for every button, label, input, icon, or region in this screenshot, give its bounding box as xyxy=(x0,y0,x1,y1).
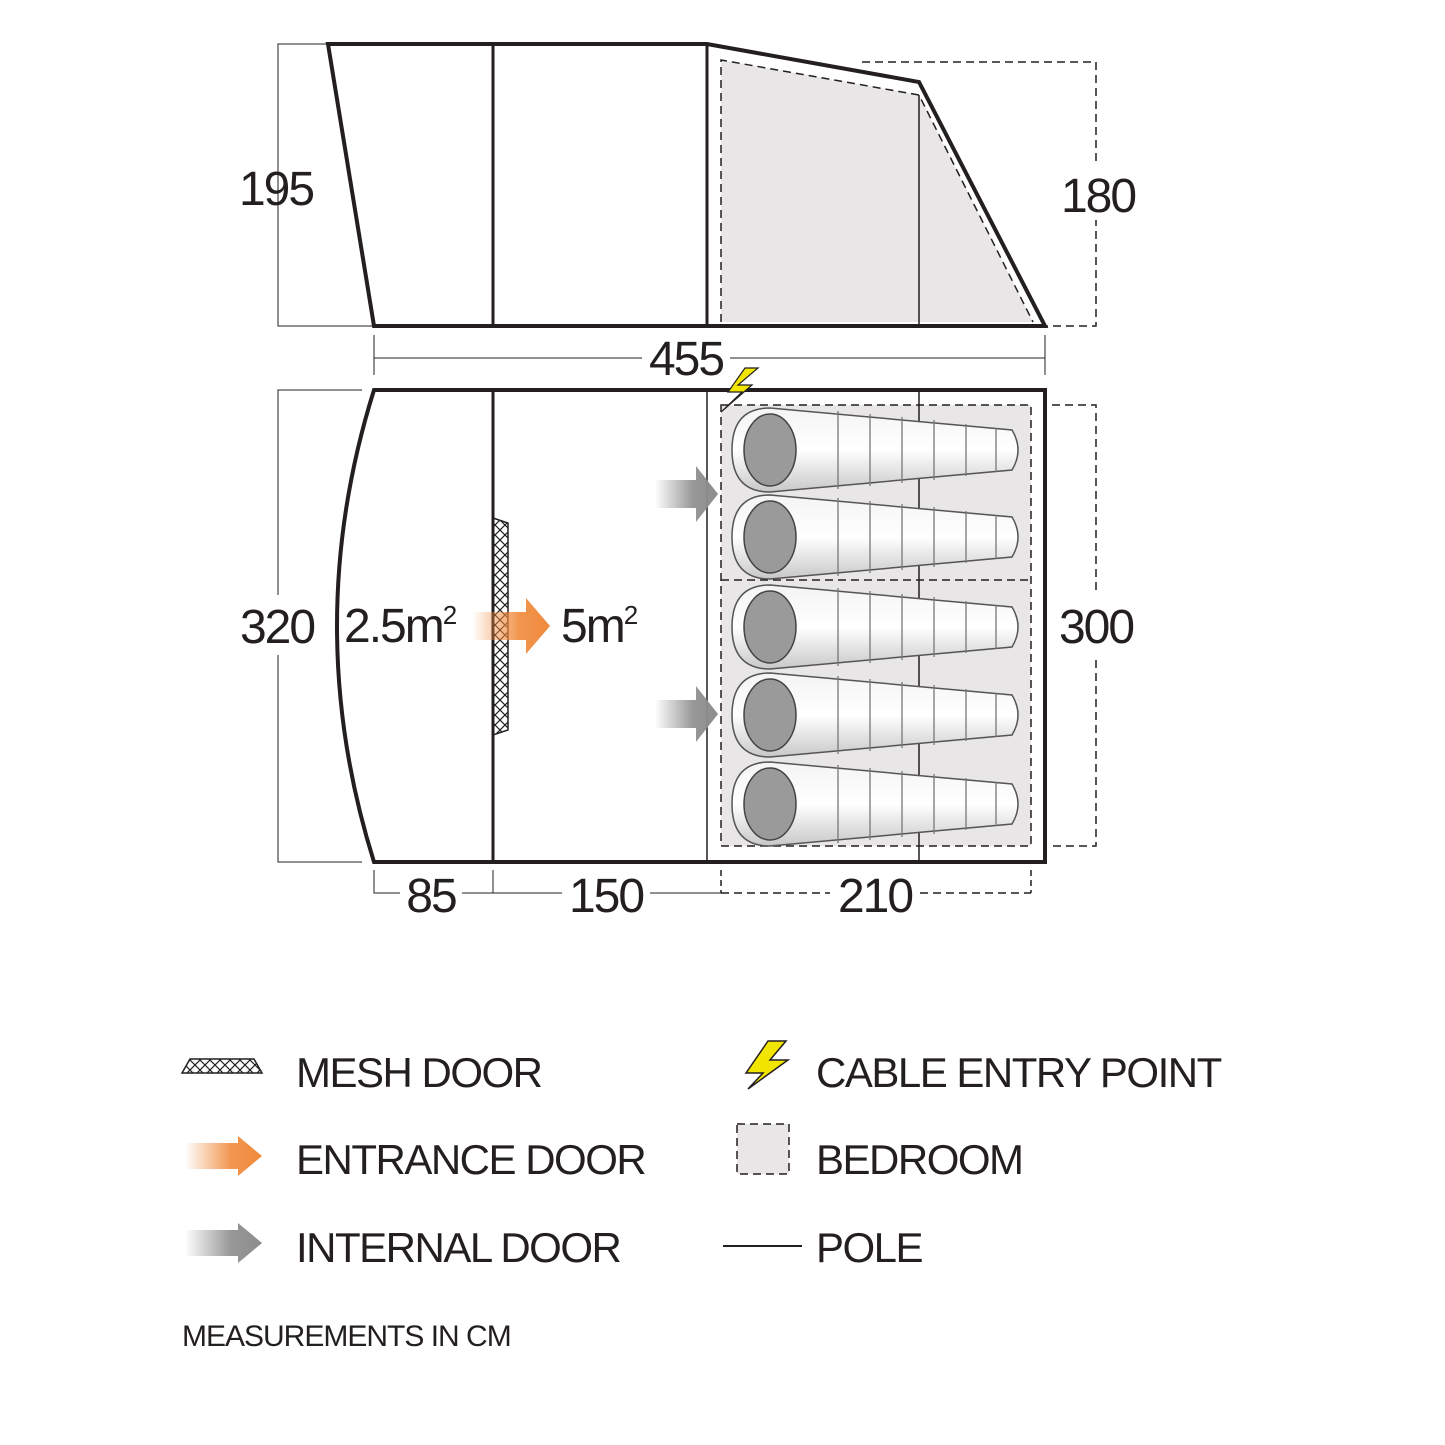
porch-area-label: $2.5m^2$ xyxy=(344,600,456,653)
bedroom-icon xyxy=(737,1124,789,1174)
internal-arrow-icon xyxy=(185,1223,262,1263)
legend-item-entrance-door xyxy=(185,1136,645,1183)
bedroom-length-label: 210 xyxy=(837,870,913,923)
legend-label-cable-entry: CABLE ENTRY POINT xyxy=(816,1049,1221,1096)
total-length-dimension xyxy=(374,333,1045,386)
legend-item-pole xyxy=(723,1224,923,1271)
rear-height-label: 180 xyxy=(1060,170,1136,223)
front-height-label: 195 xyxy=(238,163,314,216)
legend-label-bedroom: BEDROOM xyxy=(816,1136,1023,1183)
sleeping-bags xyxy=(732,408,1018,846)
entrance-door-legend-arrow-icon xyxy=(185,1136,262,1176)
legend-label-mesh-door: MESH DOOR xyxy=(296,1049,542,1096)
living-length-label: 150 xyxy=(568,870,644,923)
internal-door-arrow-lower xyxy=(655,686,718,742)
total-length-label: 455 xyxy=(648,333,724,386)
living-area-label: $5m^2$ xyxy=(561,600,637,653)
legend xyxy=(182,1041,1222,1271)
total-width-label: 320 xyxy=(239,601,315,654)
legend-label-internal-door: INTERNAL DOOR xyxy=(296,1224,621,1271)
mesh-door-icon xyxy=(182,1059,262,1073)
side-elevation xyxy=(239,44,1140,326)
legend-label-pole: POLE xyxy=(816,1224,923,1271)
internal-door-arrow-upper xyxy=(655,466,718,522)
porch-length-label: 85 xyxy=(406,870,456,923)
cable-entry-legend-icon xyxy=(746,1041,788,1089)
legend-item-cable-entry xyxy=(746,1041,1222,1096)
entrance-arrow-icon xyxy=(472,598,550,654)
measurements-note: MEASUREMENTS IN CM xyxy=(182,1320,511,1353)
legend-item-internal-door xyxy=(185,1223,620,1271)
floor-plan xyxy=(228,368,1142,923)
legend-item-bedroom xyxy=(737,1124,1023,1183)
side-bedroom-area xyxy=(721,60,1033,322)
legend-item-mesh-door xyxy=(182,1049,542,1096)
bottom-dimensions xyxy=(374,870,1031,923)
legend-label-entrance-door: ENTRANCE DOOR xyxy=(296,1136,646,1183)
bedroom-width-label: 300 xyxy=(1058,601,1134,654)
